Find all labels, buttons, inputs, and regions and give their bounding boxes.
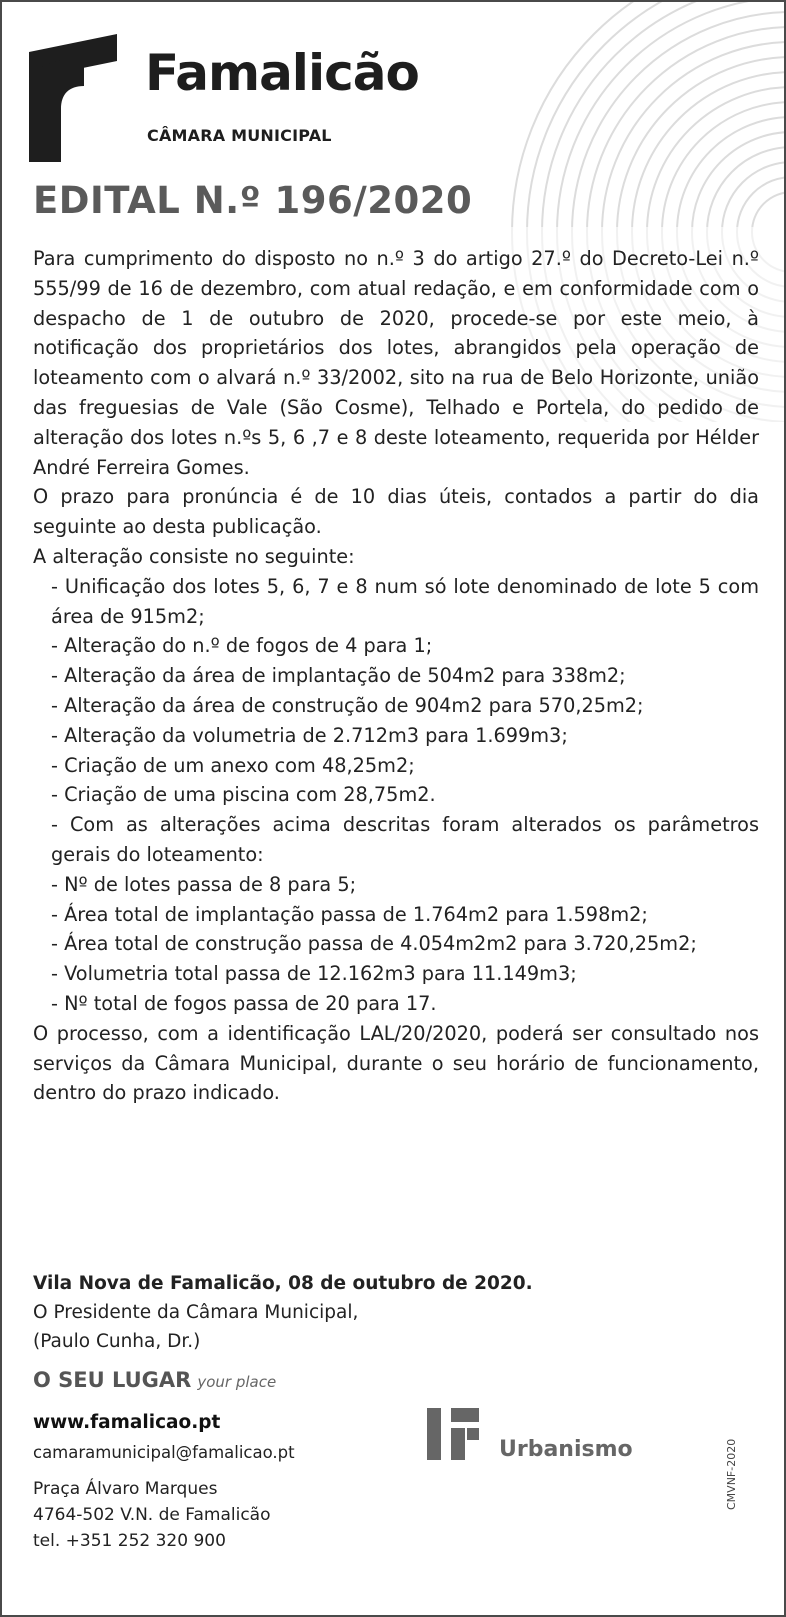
list-item: - Alteração da área de implantação de 504m2 para 338m2; [51, 664, 626, 688]
list-item: - Volumetria total passa de 12.162m3 para 11.149m3; [51, 962, 577, 986]
intro-paragraph: Para cumprimento do disposto no n.º 3 do artigo 27.º do Decreto-Lei n.º 555/99 de 16 de dezembro, com atual redação, e em conformidade com o despacho de 1 de outubro de 2020, procede-se por este meio, à notificação dos proprietários dos lotes, abrangidos pela operação de loteamento com o alvará n.º 33/2002, sito na rua de Belo Horizonte, união das freguesias de Vale (São Cosme), Telhado e Portela, do pedido de alteração dos lotes n.ºs 5, 6 ,7 e 8 deste loteamento, requerida por Hélder André Ferreira Gomes. [33, 247, 759, 479]
signatory-name: (Paulo Cunha, Dr.) [33, 1331, 201, 1352]
signature-block [33, 1269, 759, 1356]
list-item: - Alteração da volumetria de 2.712m3 para 1.699m3; [51, 723, 568, 747]
deadline-paragraph: O prazo para pronúncia é de 10 dias úteis, contados a partir do dia seguinte ao desta publicação. [33, 485, 759, 539]
famalicao-logo-icon [29, 34, 119, 162]
address-line-2: 4764-502 V.N. de Famalicão [33, 1505, 271, 1525]
closing-paragraph: O processo, com a identificação LAL/20/2020, poderá ser consultado nos serviços da Câmara Municipal, durante o seu horário de funcionamento, dentro do prazo indicado. [33, 1021, 759, 1105]
signatory-role: O Presidente da Câmara Municipal, [33, 1302, 359, 1323]
list-item: - Alteração da área de construção de 904m2 para 570,25m2; [51, 693, 644, 717]
website-link[interactable]: www.famalicao.pt [33, 1412, 221, 1433]
changes-list [33, 572, 759, 1019]
brand-name: Famalicão [145, 44, 419, 102]
list-item: - Com as alterações acima descritas foram alterados os parâmetros gerais do loteamento: [51, 813, 759, 866]
edital-title: EDITAL N.º 196/2020 [33, 179, 473, 222]
address-line-1: Praça Álvaro Marques [33, 1479, 218, 1499]
place-date: Vila Nova de Famalicão, 08 de outubro de 2020. [33, 1273, 533, 1294]
list-item: - Nº de lotes passa de 8 para 5; [51, 872, 357, 896]
reference-code: CMVNF-2020 [725, 1438, 738, 1510]
brand-subtitle: CÂMARA MUNICIPAL [147, 126, 332, 145]
edital-body [33, 244, 759, 1108]
list-item: - Criação de uma piscina com 28,75m2. [51, 783, 436, 807]
list-item: - Alteração do n.º de fogos de 4 para 1; [51, 634, 433, 658]
slogan-en: your place [197, 1373, 277, 1391]
list-item: - Área total de construção passa de 4.054m2m2 para 3.720,25m2; [51, 932, 697, 956]
list-item: - Unificação dos lotes 5, 6, 7 e 8 num só lote denominado de lote 5 com área de 915m2; [51, 574, 759, 628]
department-label: Urbanismo [499, 1437, 633, 1462]
list-item: - Criação de um anexo com 48,25m2; [51, 753, 415, 777]
email-link[interactable]: camaramunicipal@famalicao.pt [33, 1443, 295, 1462]
slogan-pt: O SEU LUGAR [33, 1368, 192, 1392]
changes-intro: A alteração consiste no seguinte: [33, 544, 355, 568]
slogan [33, 1370, 276, 1391]
phone-number: tel. +351 252 320 900 [33, 1531, 226, 1551]
list-item: - Nº total de fogos passa de 20 para 17. [51, 991, 437, 1015]
list-item: - Área total de implantação passa de 1.764m2 para 1.598m2; [51, 902, 648, 926]
urbanismo-logo-icon [427, 1408, 479, 1460]
address-block [33, 1476, 271, 1554]
